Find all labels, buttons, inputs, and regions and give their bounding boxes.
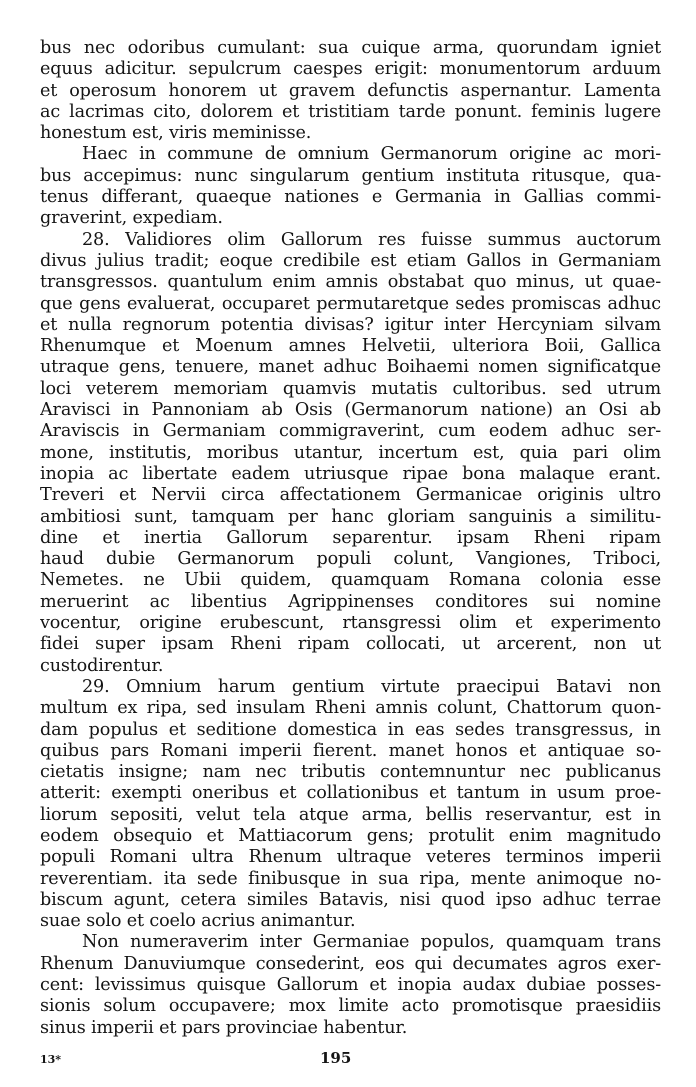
text-line: Haec in commune de omnium Germanorum origine ac mori- xyxy=(82,144,661,165)
text-line: Rhenumque et Moenum amnes Helvetii, ulteriora Boii, Gallica xyxy=(40,336,661,357)
text-line: dine et inertia Gallorum separentur. ipsam Rheni ripam xyxy=(40,527,661,548)
paragraph xyxy=(40,677,661,933)
text-line: equus adicitur. sepulcrum caespes erigit: monumentorum arduum xyxy=(40,59,661,80)
text-line: 29. Omnium harum gentium virtute praecipui Batavi non xyxy=(82,676,661,697)
text-line: sinus imperii et pars provinciae habentur. xyxy=(40,1017,408,1038)
text-line: Rhenum Danuviumque consederint, eos qui decumates agros exer- xyxy=(40,953,661,974)
text-line: bus nec odoribus cumulant: sua cuique arma, quorundam igniet xyxy=(40,38,661,58)
text-line: Treveri et Nervii circa affectationem Germanicae originis ultro xyxy=(40,485,661,506)
text-line: ac lacrimas cito, dolorem et tristitiam tarde ponunt. feminis lugere xyxy=(40,101,661,122)
text-line: que gens evaluerat, occuparet permutaretque sedes promiscas adhuc xyxy=(40,293,661,314)
text-line: custodirentur. xyxy=(40,655,164,676)
text-line: 28. Validiores olim Gallorum res fuisse summus auctorum xyxy=(82,229,661,250)
text-line: suae solo et coelo acrius animantur. xyxy=(40,911,356,932)
paragraph xyxy=(40,932,661,1038)
text-line: dam populus et seditione domestica in eas sedes transgressus, in xyxy=(40,719,661,740)
text-line: loci veterem memoriam quamvis mutatis cultoribus. sed utrum xyxy=(40,378,661,399)
text-line: Aravisci in Pannoniam ab Osis (Germanorum natione) an Osi ab xyxy=(40,400,661,421)
text-line: tenus differant, quaeque nationes e Germania in Gallias commi- xyxy=(40,187,661,208)
text-line: multum ex ripa, sed insulam Rheni amnis colunt, Chattorum quon- xyxy=(40,698,661,719)
text-line: quibus pars Romani imperii fierent. manet honos et antiquae so- xyxy=(40,740,661,761)
body-text xyxy=(40,38,661,1039)
text-line: liorum sepositi, velut tela atque arma, bellis reservantur, est in xyxy=(40,804,661,825)
text-line: transgressos. quantulum enim amnis obstabat quo minus, ut quae- xyxy=(40,272,661,293)
text-line: Nemetes. ne Ubii quidem, quamquam Romana colonia esse xyxy=(40,570,661,591)
text-line: haud dubie Germanorum populi colunt, Vangiones, Triboci, xyxy=(40,549,661,570)
paragraph xyxy=(40,230,661,677)
paragraph xyxy=(40,144,661,229)
text-line: bus accepimus: nunc singularum gentium instituta ritusque, qua- xyxy=(40,165,661,186)
text-line: cent: levissimus quisque Gallorum et inopia audax dubiae posses- xyxy=(40,975,661,996)
text-line: cietatis insigne; nam nec tributis contemnuntur nec publicanus xyxy=(40,762,661,783)
paragraph xyxy=(40,38,661,144)
text-line: divus julius tradit; eoque credibile est etiam Gallos in Germaniam xyxy=(40,250,661,271)
text-line: fidei super ipsam Rheni ripam collocati, ut arcerent, non ut xyxy=(40,634,661,655)
text-line: graverint, expediam. xyxy=(40,208,223,229)
text-line: et nulla regnorum potentia divisas? igitur inter Hercyniam silvam xyxy=(40,314,661,335)
text-line: et operosum honorem ut gravem defunctis aspernantur. Lamenta xyxy=(40,80,661,101)
text-line: reverentiam. ita sede finibusque in sua ripa, mente animoque no- xyxy=(40,868,661,889)
page-footer xyxy=(40,1049,661,1071)
text-line: eodem obsequio et Mattiacorum gens; protulit enim magnitudo xyxy=(40,825,661,846)
signature-mark: 13* xyxy=(40,1053,62,1066)
text-line: vocentur, origine erubescunt, rtansgressi olim et experimento xyxy=(40,613,661,634)
text-line: meruerint ac libentius Agrippinenses conditores sui nomine xyxy=(40,591,661,612)
text-line: utraque gens, tenuere, manet adhuc Boihaemi nomen significatque xyxy=(40,357,661,378)
text-line: mone, institutis, moribus utantur, incertum est, quia pari olim xyxy=(40,442,661,463)
text-line: Non numeraverim inter Germaniae populos, quamquam trans xyxy=(82,932,661,953)
text-line: sionis solum occupavere; mox limite acto promotisque praesidiis xyxy=(40,996,661,1017)
page-number: 195 xyxy=(320,1049,352,1067)
text-line: honestum est, viris meminisse. xyxy=(40,123,312,144)
text-line: populi Romani ultra Rhenum ultraque veteres terminos imperii xyxy=(40,847,661,868)
text-line: atterit: exempti oneribus et collationibus et tantum in usum proe- xyxy=(40,783,661,804)
text-line: biscum agunt, cetera similes Batavis, nisi quod ipso adhuc terrae xyxy=(40,889,661,910)
text-line: inopia ac libertate eadem utriusque ripae bona malaque erant. xyxy=(40,463,661,484)
text-line: Araviscis in Germaniam commigraverint, cum eodem adhuc ser- xyxy=(40,421,661,442)
text-line: ambitiosi sunt, tamquam per hanc gloriam sanguinis a similitu- xyxy=(40,506,661,527)
